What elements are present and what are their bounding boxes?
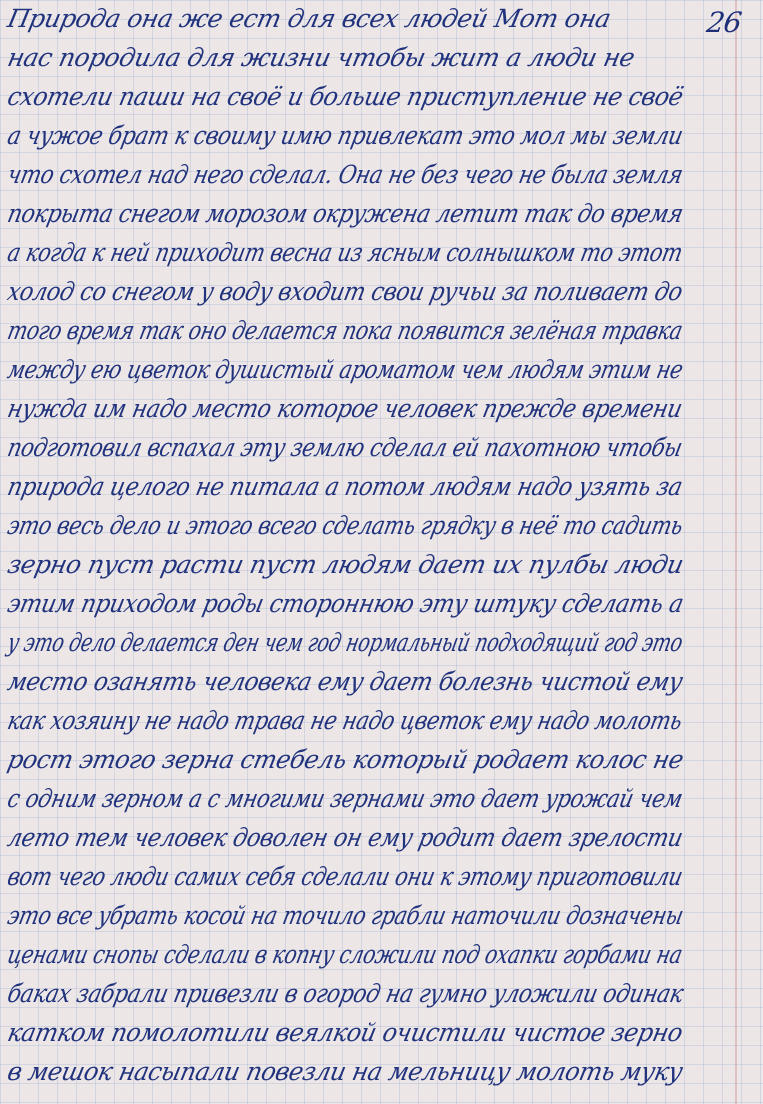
- text-line: это весь дело и этого всего сделать грядку в неё то садить: [4, 511, 686, 540]
- text-line: подготовил вспахал эту землю сделал ей пахотною чтобы: [4, 433, 685, 462]
- text-line: рост этого зерна стебель который родает колос не: [4, 745, 686, 774]
- page-number: 26: [705, 6, 744, 39]
- text-line: баках забрали привезли в огород на гумно уложили одинак: [4, 979, 686, 1008]
- text-line: у это дело делается ден чем год нормальный подходящий год это: [4, 628, 686, 657]
- text-line: с одним зерном а с многими зернами это дает урожай чем: [4, 784, 686, 813]
- text-line: катком помолотили веялкой очистили чистое зерно: [4, 1018, 686, 1047]
- text-line: между ею цветок душистый ароматом чем людям этим не: [4, 355, 686, 384]
- text-line: лето тем человек доволен он ему родит дает зрелости: [4, 823, 686, 852]
- text-line: схотели паши на своё и больше приступление не своё: [4, 82, 686, 111]
- text-line: это все убрать косой на точило грабли наточили дозначены: [4, 901, 686, 930]
- text-line: что схотел над него сделал. Она не без чего не была земля: [4, 160, 686, 189]
- text-line: покрыта снегом морозом окружена летит так до время: [4, 199, 686, 228]
- text-line: Природа она же ест для всех людей Мот она: [4, 4, 614, 33]
- text-line: зерно пуст расти пуст людям дает их пулбы люди: [4, 550, 687, 579]
- text-line: а чужое брат к своиму имю привлекат это мол мы земли: [4, 121, 686, 150]
- text-line: того время так оно делается пока появится зелёная травка: [4, 316, 686, 345]
- text-line: нас породила для жизни чтобы жит а люди не: [4, 43, 638, 72]
- text-line: а когда к ней приходит весна из ясным солнышком то этот: [4, 238, 686, 267]
- margin-line: [735, 0, 737, 1104]
- text-line: холод со снегом у воду входит свои ручьи за поливает до: [4, 277, 686, 306]
- text-line: вот чего люди самих себя сделали они к этому приготовили: [4, 862, 686, 891]
- text-line: нужда им надо место которое человек прежде времени: [4, 394, 685, 423]
- text-line: место озанять человека ему дает болезнь чистой ему: [4, 667, 686, 696]
- text-line: как хозяину не надо трава не надо цветок ему надо молоть: [4, 706, 685, 735]
- text-line: в мешок насыпали повезли на мельницу молоть муку: [4, 1057, 686, 1086]
- text-line: природа целого не питала а потом людям надо узять за: [4, 472, 685, 501]
- text-line: этим приходом роды стороннюю эту штуку сделать а: [4, 589, 686, 618]
- text-line: ценами снопы сделали в копну сложили под охапки горбами на: [4, 940, 685, 969]
